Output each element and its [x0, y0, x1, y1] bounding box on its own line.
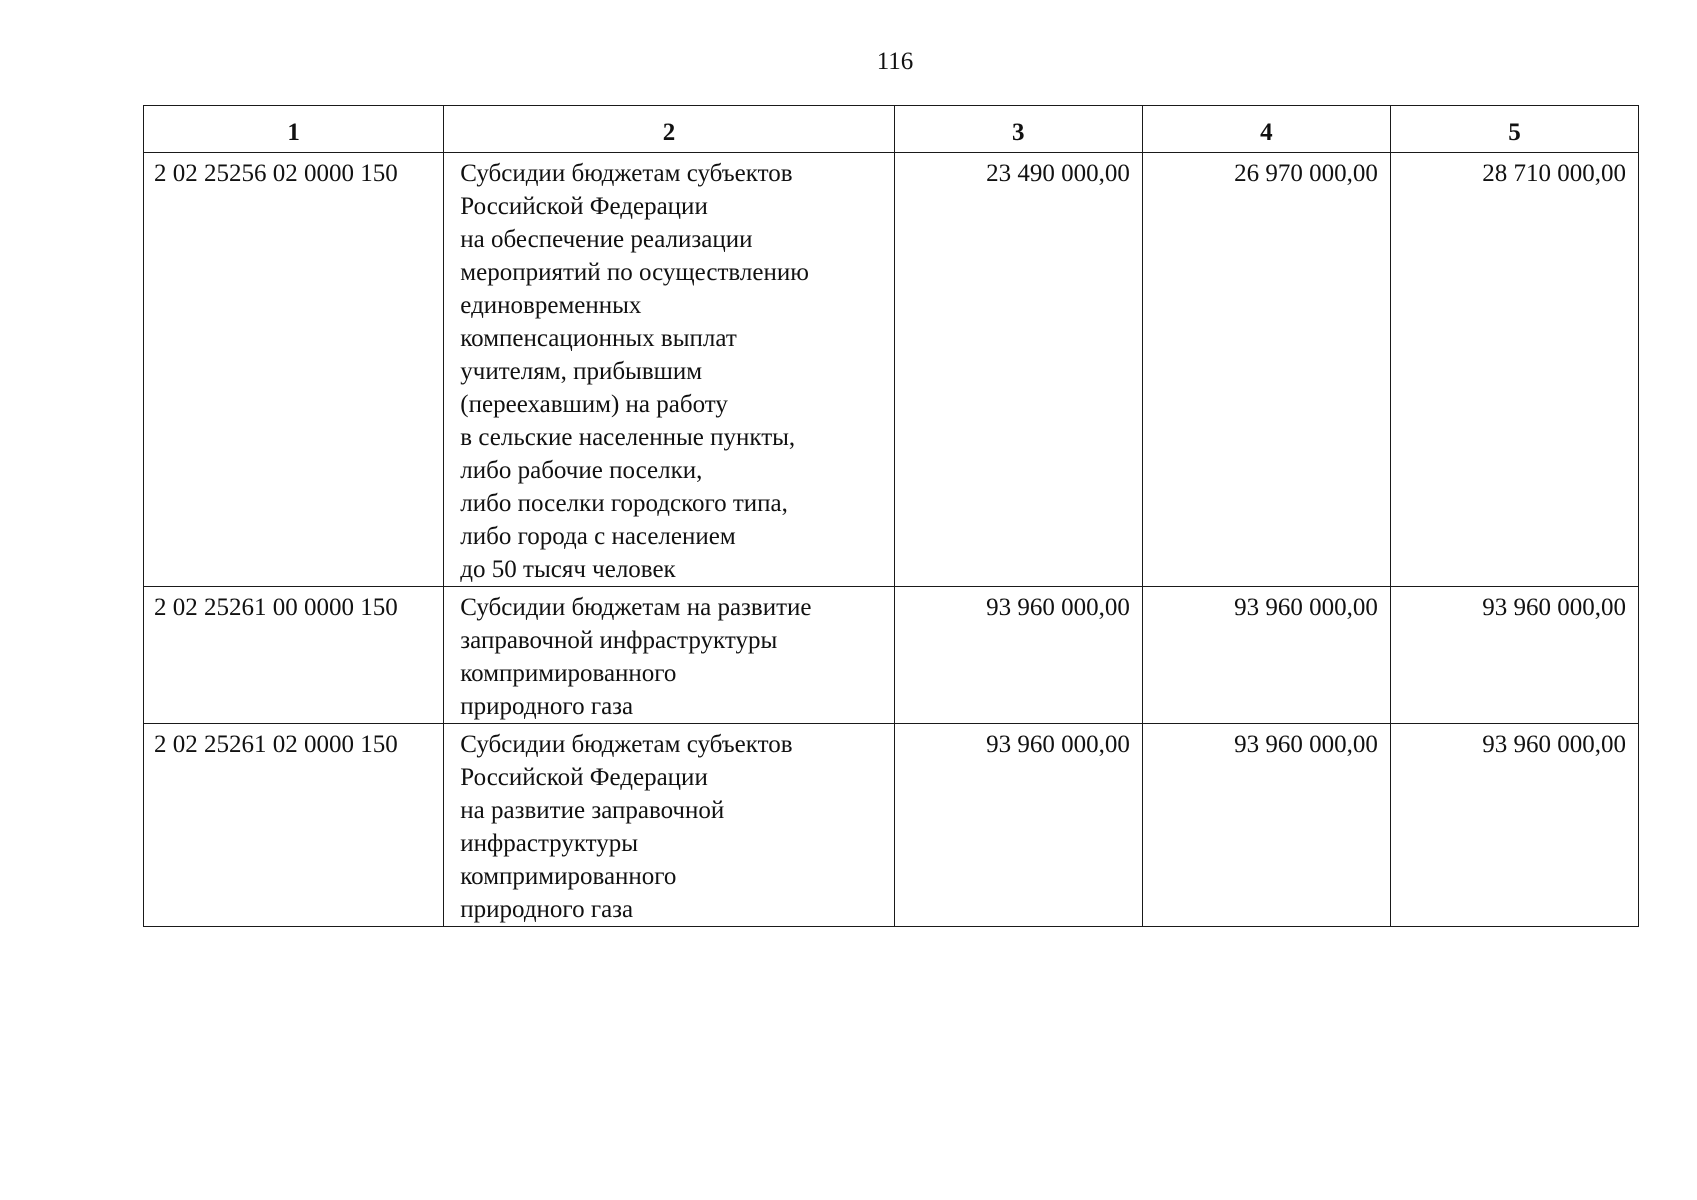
description-line: компримированного — [460, 660, 677, 687]
amount-col-5: 93 960 000,00 — [1390, 724, 1638, 927]
description-line: (переехавшим) на работу — [460, 391, 728, 418]
table-row — [144, 587, 1639, 724]
column-header-1: 1 — [144, 106, 444, 153]
description-line: Российской Федерации — [460, 193, 708, 220]
description-line: до 50 тысяч человек — [460, 556, 676, 583]
column-header-2: 2 — [444, 106, 894, 153]
description-cell — [444, 153, 894, 587]
description-line: компримированного — [460, 863, 677, 890]
description-line: компенсационных выплат — [460, 325, 737, 352]
description-line: либо поселки городского типа, — [460, 490, 788, 517]
amount-col-3: 93 960 000,00 — [894, 587, 1142, 724]
amount-col-4: 93 960 000,00 — [1142, 724, 1390, 927]
description-line: Субсидии бюджетам субъектов — [460, 160, 793, 187]
description-line: природного газа — [460, 693, 634, 720]
budget-code-cell: 2 02 25261 02 0000 150 — [144, 724, 444, 927]
column-header-5: 5 — [1390, 106, 1638, 153]
table-row — [144, 153, 1639, 587]
description-cell — [444, 587, 894, 724]
description-line: Субсидии бюджетам субъектов — [460, 731, 793, 758]
budget-table — [143, 105, 1639, 927]
description-line: единовременных — [460, 292, 642, 319]
description-line: учителям, прибывшим — [460, 358, 703, 385]
budget-code-cell: 2 02 25261 00 0000 150 — [144, 587, 444, 724]
description-line: Российской Федерации — [460, 764, 708, 791]
description-line: Субсидии бюджетам на развитие — [460, 594, 812, 621]
table-body — [144, 153, 1639, 927]
description-line: заправочной инфраструктуры — [460, 627, 778, 654]
table-header — [144, 106, 1639, 153]
description-line: на развитие заправочной — [460, 797, 725, 824]
table-row — [144, 724, 1639, 927]
header-row — [144, 106, 1639, 153]
description-line: мероприятий по осуществлению — [460, 259, 809, 286]
description-line: либо рабочие поселки, — [460, 457, 703, 484]
description-line: в сельские населенные пункты, — [460, 424, 796, 451]
column-header-3: 3 — [894, 106, 1142, 153]
description-line: инфраструктуры — [460, 830, 639, 857]
description-line: на обеспечение реализации — [460, 226, 753, 253]
description-line: природного газа — [460, 896, 634, 923]
column-header-4: 4 — [1142, 106, 1390, 153]
description-cell — [444, 724, 894, 927]
amount-col-3: 93 960 000,00 — [894, 724, 1142, 927]
description-line: либо города с населением — [460, 523, 736, 550]
amount-col-5: 28 710 000,00 — [1390, 153, 1638, 587]
amount-col-4: 93 960 000,00 — [1142, 587, 1390, 724]
amount-col-3: 23 490 000,00 — [894, 153, 1142, 587]
page-number: 116 — [876, 48, 914, 75]
amount-col-4: 26 970 000,00 — [1142, 153, 1390, 587]
budget-code-cell: 2 02 25256 02 0000 150 — [144, 153, 444, 587]
amount-col-5: 93 960 000,00 — [1390, 587, 1638, 724]
